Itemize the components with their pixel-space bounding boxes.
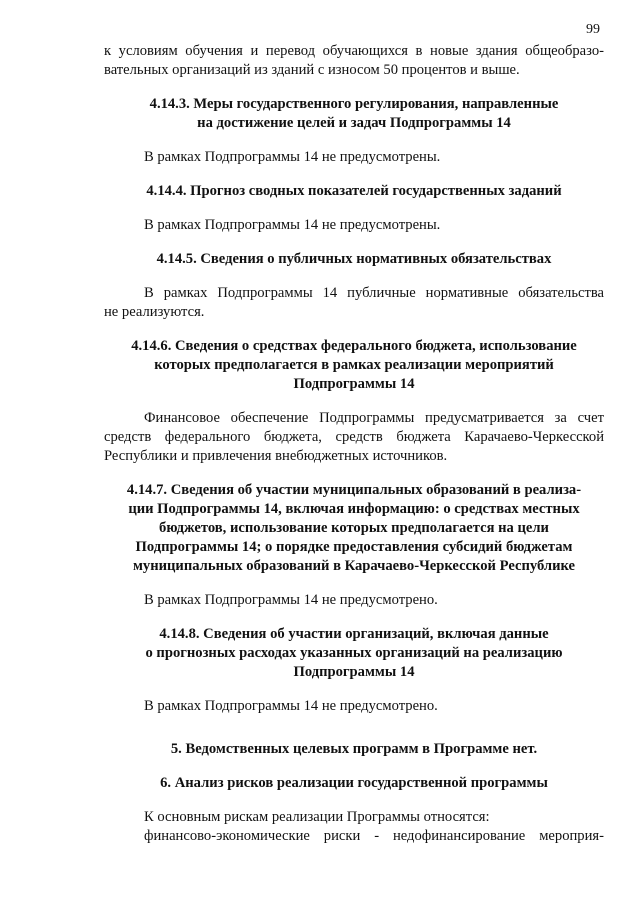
paragraph-line: В рамках Подпрограммы 14 публичные нормативные обязательства	[144, 285, 604, 301]
section-heading-4-14-4	[104, 182, 604, 201]
section-heading-6	[104, 774, 604, 793]
section-heading-4-14-8	[104, 625, 604, 682]
section-heading-5	[104, 740, 604, 759]
paragraph-line: В рамках Подпрограммы 14 не предусмотрены.	[144, 149, 441, 165]
heading-line: бюджетов, использование которых предполагается на цели	[159, 520, 549, 536]
heading-line: 5. Ведомственных целевых программ в Программе нет.	[170, 741, 538, 757]
heading-line: 4.14.5. Сведения о публичных нормативных обязательствах	[156, 251, 552, 267]
heading-line: Подпрограммы 14	[293, 664, 415, 680]
paragraph-line: Финансовое обеспечение Подпрограммы предусматривается за счет	[144, 410, 604, 426]
section-text-4-14-8	[104, 697, 604, 716]
heading-line: 4.14.8. Сведения об участии организаций, включая данные	[159, 626, 549, 642]
heading-line: Подпрограммы 14	[293, 376, 415, 392]
paragraph-line: Республики и привлечения внебюджетных источников.	[104, 448, 448, 464]
paragraph-line: В рамках Подпрограммы 14 не предусмотрены.	[144, 217, 441, 233]
heading-line: на достижение целей и задач Подпрограммы 14	[197, 115, 511, 131]
paragraph-line: не реализуются.	[104, 304, 205, 320]
heading-line: 4.14.6. Сведения о средствах федерального бюджета, использование	[131, 338, 577, 354]
section-text-4-14-6	[104, 409, 604, 466]
page-number: 99	[586, 22, 600, 37]
paragraph-line: средств федерального бюджета, средств бюджета Карачаево-Черкесской	[104, 429, 604, 445]
heading-line: о прогнозных расходах указанных организаций на реализацию	[145, 645, 563, 661]
heading-line: 4.14.4. Прогноз сводных показателей государственных заданий	[146, 183, 562, 199]
section-text-4-14-7	[104, 591, 604, 610]
intro-line-1: к условиям обучения и перевод обучающихся в новые здания общеобразо-	[104, 43, 604, 59]
section-heading-4-14-3	[104, 95, 604, 133]
section-text-4-14-4	[104, 216, 604, 235]
heading-line: ции Подпрограммы 14, включая информацию: о средствах местных	[128, 501, 580, 517]
paragraph-line: К основным рискам реализации Программы относятся:	[144, 809, 490, 825]
paragraph-line: финансово-экономические риски - недофинансирование мероприя-	[144, 828, 604, 844]
section-text-4-14-5	[104, 284, 604, 322]
section-heading-4-14-7	[104, 481, 604, 576]
paragraph-line: В рамках Подпрограммы 14 не предусмотрено.	[144, 698, 438, 714]
intro-paragraph	[104, 42, 604, 80]
heading-line: муниципальных образований в Карачаево-Черкесской Республике	[132, 558, 576, 574]
section-text-6	[104, 808, 604, 846]
heading-line: которых предполагается в рамках реализации мероприятий	[154, 357, 554, 373]
paragraph-line: В рамках Подпрограммы 14 не предусмотрено.	[144, 592, 438, 608]
heading-line: Подпрограммы 14; о порядке предоставления субсидий бюджетам	[135, 539, 573, 555]
heading-line: 4.14.3. Меры государственного регулирования, направленные	[149, 96, 559, 112]
section-heading-4-14-6	[104, 337, 604, 394]
heading-line: 6. Анализ рисков реализации государственной программы	[160, 775, 548, 791]
intro-line-2: вательных организаций из зданий с износом 50 процентов и выше.	[104, 62, 520, 78]
heading-line: 4.14.7. Сведения об участии муниципальных образований в реализа-	[126, 482, 582, 498]
page-content	[104, 42, 604, 846]
section-text-4-14-3	[104, 148, 604, 167]
section-heading-4-14-5	[104, 250, 604, 269]
